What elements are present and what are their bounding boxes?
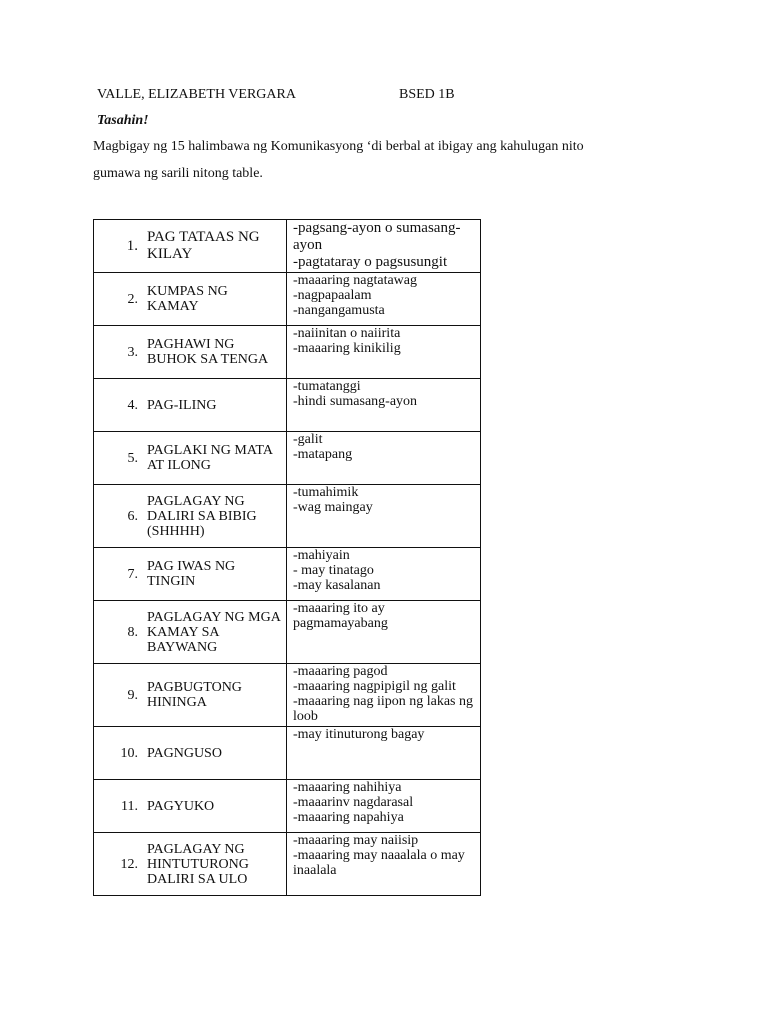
meaning-list xyxy=(287,548,480,593)
term-cell xyxy=(94,727,287,780)
meaning-line: -maaaring may naaalala o may inaalala xyxy=(293,848,465,878)
meaning-cell xyxy=(287,485,481,548)
term-cell xyxy=(94,780,287,833)
table-row xyxy=(94,379,481,432)
nonverbal-term: PAGYUKO xyxy=(147,798,215,814)
meaning-cell xyxy=(287,326,481,379)
meaning-line: -maaaring nagtatawag xyxy=(293,273,417,288)
meaning-list xyxy=(287,485,480,515)
term-cell xyxy=(94,833,287,896)
meaning-cell xyxy=(287,273,481,326)
meaning-list xyxy=(287,273,480,318)
table-row xyxy=(94,485,481,548)
meaning-list xyxy=(287,727,480,742)
meaning-line: -maaaring nag iipon ng lakas ng loob xyxy=(293,694,474,724)
nonverbal-term: PAGLAKI NG MATA AT ILONG xyxy=(147,443,273,473)
table-row xyxy=(94,432,481,485)
student-section: BSED 1B xyxy=(399,87,455,102)
meaning-list xyxy=(287,326,480,356)
nonverbal-table xyxy=(93,219,481,896)
term-cell-content xyxy=(94,601,286,663)
term-cell xyxy=(94,601,287,664)
student-name: VALLE, ELIZABETH VERGARA xyxy=(97,87,296,102)
meaning-line: -pagtataray o pagsusungit xyxy=(293,254,448,270)
term-cell-content xyxy=(94,379,286,431)
instruction-period: . xyxy=(259,166,263,181)
meaning-cell xyxy=(287,432,481,485)
term-cell-content xyxy=(94,727,286,779)
meaning-list xyxy=(287,664,480,724)
meaning-line: -maaaring may naiisip xyxy=(293,833,419,848)
nonverbal-term: PAG-ILING xyxy=(147,397,217,413)
term-cell-content xyxy=(94,432,286,484)
table-row xyxy=(94,548,481,601)
meaning-line: -maaaring pagod xyxy=(293,664,388,679)
meaning-line: -maaaring ito ay pagmamayabang xyxy=(293,601,388,631)
meaning-cell xyxy=(287,727,481,780)
row-number: 6. xyxy=(127,508,138,524)
term-cell xyxy=(94,273,287,326)
meaning-line: -maaaring nagpipigil ng galit xyxy=(293,679,456,694)
term-cell-content xyxy=(94,780,286,832)
meaning-line: -mahiyain xyxy=(293,548,350,563)
meaning-line: -may kasalanan xyxy=(293,578,381,593)
row-number: 9. xyxy=(127,687,138,703)
term-cell-content xyxy=(94,485,286,547)
term-cell xyxy=(94,432,287,485)
meaning-line: -maaaring napahiya xyxy=(293,810,404,825)
row-number: 1. xyxy=(126,237,138,254)
nonverbal-term: PAGHAWI NG BUHOK SA TENGA xyxy=(147,337,269,367)
meaning-list xyxy=(287,379,480,409)
nonverbal-term: PAG IWAS NG TINGIN xyxy=(147,559,236,589)
task-heading: Tasahin! xyxy=(97,113,149,128)
term-cell-content xyxy=(94,326,286,378)
row-number: 10. xyxy=(120,745,138,761)
meaning-line: -tumahimik xyxy=(293,485,359,500)
term-cell xyxy=(94,379,287,432)
meaning-list xyxy=(287,432,480,462)
table-row xyxy=(94,780,481,833)
meaning-cell xyxy=(287,664,481,727)
row-number: 5. xyxy=(127,450,138,466)
nonverbal-term: PAGLAGAY NG MGA KAMAY SA BAYWANG xyxy=(147,609,281,655)
instruction-line-1: Magbigay ng 15 halimbawa ng Komunikasyong ‘di berbal at ibigay ang kahulugan nito xyxy=(93,139,584,154)
term-cell-content xyxy=(94,664,286,726)
meaning-line: -nangangamusta xyxy=(293,303,385,318)
meaning-line: -maaaring nahihiya xyxy=(293,780,402,795)
term-cell-content xyxy=(94,548,286,600)
meaning-cell xyxy=(287,548,481,601)
meaning-cell xyxy=(287,780,481,833)
term-cell-content xyxy=(94,273,286,325)
row-number: 3. xyxy=(127,344,138,360)
instruction-line-2 xyxy=(93,166,263,182)
row-number: 12. xyxy=(120,856,138,872)
term-cell xyxy=(94,664,287,727)
instruction-line-2-text: gumawa ng sarili nitong table xyxy=(93,166,260,181)
meaning-list xyxy=(287,220,480,271)
meaning-cell xyxy=(287,601,481,664)
meaning-line: -galit xyxy=(293,432,323,447)
meaning-line: -pagsang-ayon o sumasang-ayon xyxy=(293,220,461,253)
meaning-cell xyxy=(287,379,481,432)
nonverbal-term: PAGBUGTONG HININGA xyxy=(147,680,242,710)
table-row xyxy=(94,326,481,379)
row-number: 8. xyxy=(127,624,138,640)
meaning-cell xyxy=(287,220,481,273)
row-number: 11. xyxy=(121,798,138,814)
table-row xyxy=(94,833,481,896)
nonverbal-term: KUMPAS NG KAMAY xyxy=(147,284,228,314)
meaning-line: -wag maingay xyxy=(293,500,373,515)
row-number: 7. xyxy=(127,566,138,582)
table-row xyxy=(94,727,481,780)
table-row xyxy=(94,664,481,727)
term-cell xyxy=(94,548,287,601)
term-cell xyxy=(94,220,287,273)
table-row xyxy=(94,273,481,326)
meaning-list xyxy=(287,780,480,825)
meaning-line: -maaarinv nagdarasal xyxy=(293,795,414,810)
nonverbal-term: PAGNGUSO xyxy=(147,745,222,761)
meaning-list xyxy=(287,601,480,631)
meaning-line: - may tinatago xyxy=(293,563,374,578)
table-row xyxy=(94,220,481,273)
meaning-list xyxy=(287,833,480,878)
table-row xyxy=(94,601,481,664)
meaning-line: -tumatanggi xyxy=(293,379,361,394)
row-number: 2. xyxy=(127,291,138,307)
meaning-line: -matapang xyxy=(293,447,353,462)
term-cell-content xyxy=(94,833,286,895)
row-number: 4. xyxy=(127,397,138,413)
meaning-cell xyxy=(287,833,481,896)
nonverbal-term: PAGLAGAY NG HINTUTURONG DALIRI SA ULO xyxy=(147,841,249,887)
meaning-line: -may itinuturong bagay xyxy=(293,727,425,742)
nonverbal-term: PAGLAGAY NG DALIRI SA BIBIG (SHHHH) xyxy=(147,493,257,539)
meaning-line: -maaaring kinikilig xyxy=(293,341,401,356)
meaning-line: -hindi sumasang-ayon xyxy=(293,394,418,409)
meaning-line: -nagpapaalam xyxy=(293,288,372,303)
nonverbal-term: PAG TATAAS NG KILAY xyxy=(147,229,260,262)
term-cell-content xyxy=(94,220,286,272)
term-cell xyxy=(94,326,287,379)
term-cell xyxy=(94,485,287,548)
meaning-line: -naiinitan o naiirita xyxy=(293,326,401,341)
